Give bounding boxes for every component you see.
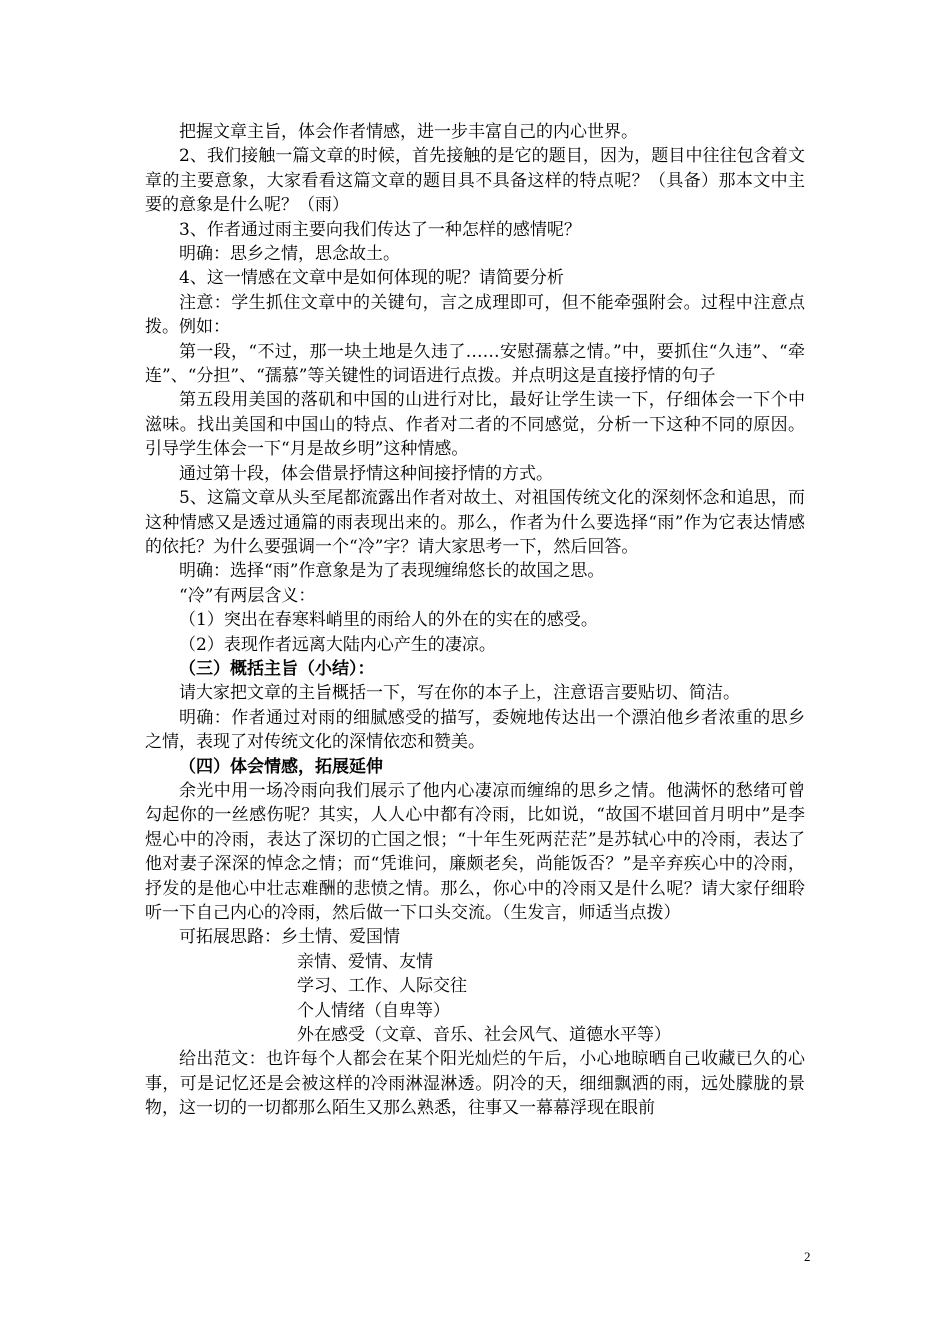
paragraph-example-5: 第五段用美国的落矶和中国的山进行对比，最好让学生读一下，仔细体会一下个中滋味。找出美国和中国山的特点、作者对二者的不同感觉，分析一下这种不同的原因。引导学生体会一下“月是故乡明”这种情感。 <box>145 390 805 460</box>
expansion-item: 乡土情、爱国情 <box>281 927 400 948</box>
paragraph-example-1: 第一段，“不过，那一块土地是久违了……安慰孺慕之情。”中，要抓住“久违”、“牵连”、“分担”、“孺慕”等关键性的词语进行点拨。并点明这是直接抒情的句子 <box>145 341 805 387</box>
paragraph-meaning-1: （1）突出在春寒料峭里的雨给人的外在的实在的感受。 <box>179 610 598 631</box>
expansion-item: 个人情绪（自卑等） <box>297 1000 450 1021</box>
document-page <box>145 120 805 1121</box>
paragraph-intro: 把握文章主旨，体会作者情感，进一步丰富自己的内心世界。 <box>179 122 638 142</box>
paragraph-question-5: 5、这篇文章从头至尾都流露出作者对故土、对祖国传统文化的深刻怀念和追思，而这种情感又是透过通篇的雨表现出来的。那么，作者为什么要选择“雨”作为它表达情感的依托？为什么要强调一个“冷”字？请大家思考一下，然后回答。 <box>145 488 805 557</box>
paragraph-extension: 余光中用一场冷雨向我们展示了他内心凄凉而缠绵的思乡之情。他满怀的愁绪可曾勾起你的一丝感伤呢？其实，人人心中都有冷雨，比如说，“故国不堪回首月明中”是李煜心中的冷雨，表达了深切的亡国之恨；“十年生死两茫茫”是苏轼心中的冷雨，表达了他对妻子深深的悼念之情；而“凭谁问，廉颇老矣，尚能饭否？”是辛弃疾心中的冷雨，抒发的是他心中壮志难酬的悲愤之情。那么，你心中的冷雨又是什么呢？请大家仔细聆听一下自己内心的冷雨，然后做一下口头交流。（生发言，师适当点拨） <box>145 780 805 923</box>
paragraph-question-3: 3、作者通过雨主要向我们传达了一种怎样的感情呢？ <box>179 219 581 240</box>
paragraph-question-2: 2、我们接触一篇文章的时候，首先接触的是它的题目，因为，题目中往往包含着文章的主要意象，大家看看这篇文章的题目具不具备这样的特点呢？（具备）那本文中主要的意象是什么呢？（雨） <box>145 146 805 216</box>
paragraph-sample-essay: 给出范文：也许每个人都会在某个阳光灿烂的午后，小心地晾晒自己收藏已久的心事，可是记忆还是会被这样的冷雨淋湿淋透。阴冷的天，细细飘洒的雨，远处朦胧的景物，这一切的一切都那么陌生又那么熟悉，往事又一幕幕浮现在眼前 <box>145 1049 805 1119</box>
expansion-item: 外在感受（文章、音乐、社会风气、道德水平等） <box>297 1025 671 1046</box>
expansion-item: 亲情、爱情、友情 <box>297 951 433 972</box>
paragraph-example-10: 通过第十段，体会借景抒情这种间接抒情的方式。 <box>179 463 553 484</box>
expansion-label: 可拓展思路： <box>179 927 281 948</box>
paragraph-summary-answer: 明确：作者通过对雨的细腻感受的描写，委婉地传达出一个漂泊他乡者浓重的思乡之情，表现了对传统文化的深情依恋和赞美。 <box>145 707 805 753</box>
paragraph-meaning-2: （2）表现作者远离大陆内心产生的凄凉。 <box>179 634 496 655</box>
paragraph-cold-meaning: “冷”有两层含义： <box>179 585 316 606</box>
paragraph-question-4: 4、这一情感在文章中是如何体现的呢？请简要分析 <box>179 268 564 289</box>
paragraph-summary-instruction: 请大家把文章的主旨概括一下，写在你的本子上，注意语言要贴切、简洁。 <box>179 683 740 704</box>
section-heading-3: （三）概括主旨（小结）： <box>179 658 375 679</box>
page-number: 2 <box>804 1249 811 1264</box>
expansion-item: 学习、工作、人际交往 <box>297 976 467 997</box>
paragraph-answer-3: 明确：思乡之情，思念故土。 <box>179 244 400 265</box>
section-heading-4: （四）体会情感，拓展延伸 <box>179 756 383 777</box>
expansion-line-1 <box>145 925 805 949</box>
paragraph-note: 注意：学生抓住文章中的关键句，言之成理即可，但不能牵强附会。过程中注意点拨。例如： <box>145 292 805 338</box>
paragraph-answer-5: 明确：选择“雨”作意象是为了表现缠绵悠长的故国之思。 <box>179 561 605 582</box>
